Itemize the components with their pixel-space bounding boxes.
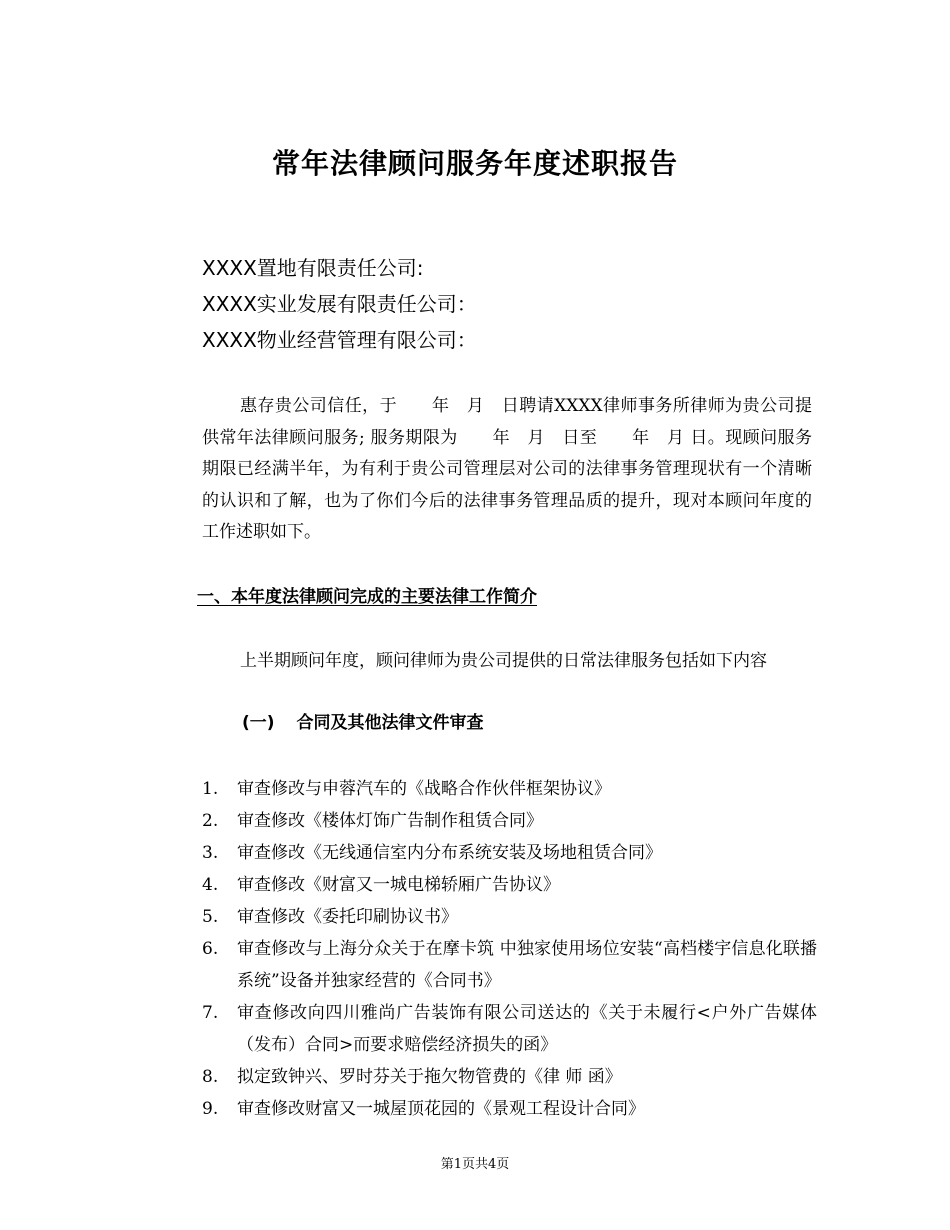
list-item	[202, 1061, 817, 1093]
item-text: 审查修改财富又一城屋顶花园的《景观工程设计合同》	[237, 1099, 645, 1119]
item-text: 拟定致钟兴、罗时芬关于拖欠物管费的《律 师 函》	[237, 1067, 622, 1087]
recipient-line: XXXX实业发展有限责任公司：	[202, 292, 477, 316]
list-item	[202, 773, 817, 805]
item-number: 9.	[202, 1099, 219, 1119]
review-item-list	[202, 773, 817, 1125]
item-text: 审查修改《委托印刷协议书》	[237, 907, 458, 927]
item-number: 1.	[202, 779, 219, 799]
intro-paragraph: 惠存贵公司信任，于 年 月 日聘请XXXX律师事务所律师为贵公司提供常年法律顾问服务; 服务期限为 年 月 日至 年 月 日。现顾问服务期限已经满半年，为有利于贵公司管理层对公司的法律事务管理现状有一个清晰的认识和了解，也为了你们今后的法律事务管理品质的提升，现对本顾问年度的工作述职如下。	[202, 396, 812, 542]
list-item	[202, 901, 817, 933]
recipient-line: XXXX置地有限责任公司:	[202, 256, 424, 280]
item-text: 审查修改与上海分众关于在摩卡筑 中独家使用场位安装“高档楼宇信息化联播系统”设备并独家经营的《合同书》	[237, 939, 817, 991]
item-text: 审查修改与申蓉汽车的《战略合作伙伴框架协议》	[237, 779, 611, 799]
item-text: 审查修改《无线通信室内分布系统安装及场地租赁合同》	[237, 843, 662, 863]
section-heading: 一、本年度法律顾问完成的主要法律工作简介	[197, 587, 537, 607]
item-text: 审查修改《财富又一城电梯轿厢广告协议》	[237, 875, 560, 895]
item-text: 审查修改《楼体灯饰广告制作租赁合同》	[237, 811, 543, 831]
list-item	[202, 805, 817, 837]
list-item	[202, 1093, 817, 1125]
document-title: 常年法律顾问服务年度述职报告	[271, 147, 678, 180]
item-number: 6.	[202, 939, 219, 959]
subsection-heading	[242, 709, 484, 737]
list-item	[202, 869, 817, 901]
item-number: 3.	[202, 843, 219, 863]
item-number: 7.	[202, 1003, 219, 1023]
recipient-list	[202, 250, 477, 358]
recipient-line: XXXX物业经营管理有限公司：	[202, 328, 477, 352]
page-footer: 第1页共4页	[440, 1157, 510, 1172]
list-item	[202, 933, 817, 997]
item-number: 8.	[202, 1067, 219, 1087]
list-item	[202, 837, 817, 869]
item-number: 2.	[202, 811, 219, 831]
item-number: 4.	[202, 875, 219, 895]
item-number: 5.	[202, 907, 219, 927]
subsection-label: (一)	[242, 713, 275, 733]
subsection-title: 合同及其他法律文件审查	[296, 713, 484, 733]
section-intro: 上半期顾问年度，顾问律师为贵公司提供的日常法律服务包括如下内容	[240, 651, 767, 671]
item-text: 审查修改向四川雅尚广告装饰有限公司送达的《关于未履行<户外广告媒体（发布）合同>而要求赔偿经济损失的函》	[237, 1003, 817, 1055]
list-item	[202, 997, 817, 1061]
